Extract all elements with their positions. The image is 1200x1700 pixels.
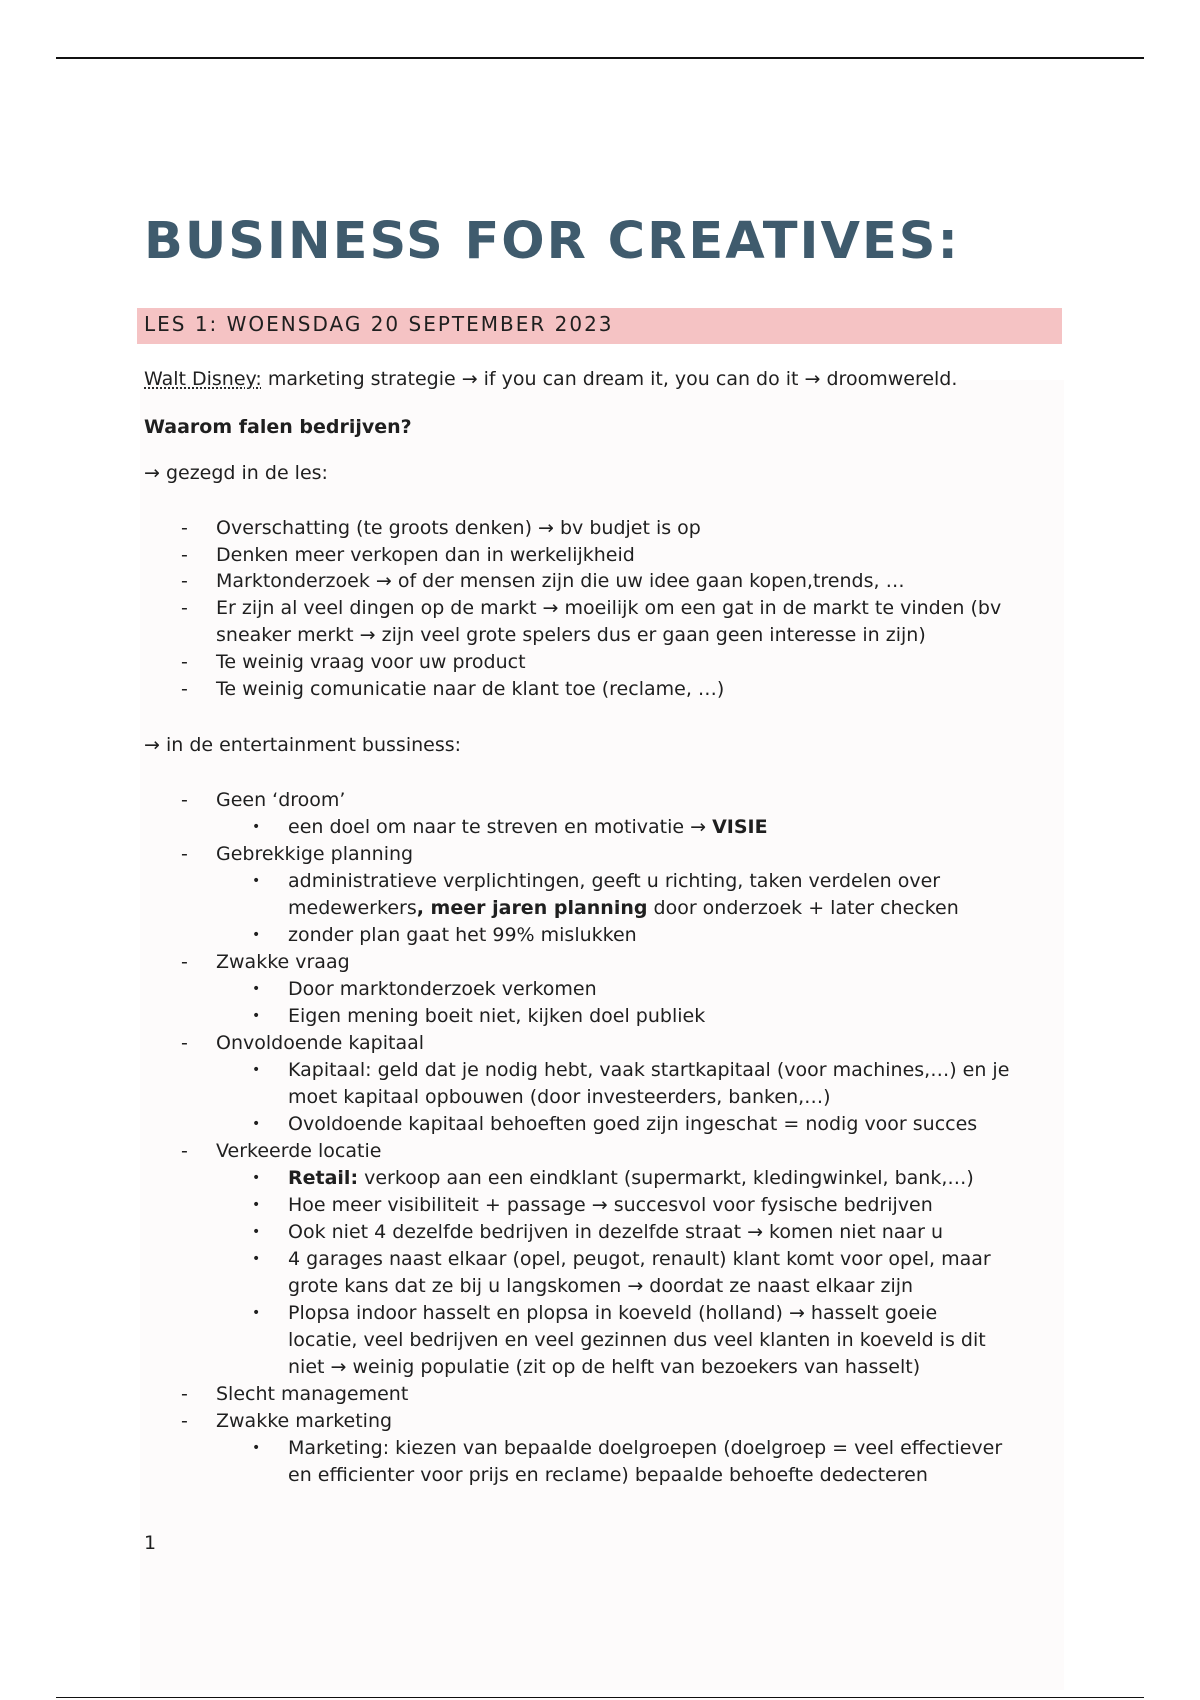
list-item: Te weinig vraag voor uw product <box>216 651 526 673</box>
list-item: Gebrekkige planning <box>216 843 414 865</box>
sub-item-continuation: grote kans dat ze bij u langskomen → doordat ze naast elkaar zijn <box>288 1275 914 1297</box>
list-dash: - <box>181 570 188 592</box>
sub-item-text: door onderzoek + later checken <box>647 897 959 919</box>
bullet-icon: • <box>252 1170 261 1186</box>
list-dash: - <box>181 789 188 811</box>
list-item: Verkeerde locatie <box>216 1140 382 1162</box>
bullet-icon: • <box>252 1440 261 1456</box>
list-dash: - <box>181 1140 188 1162</box>
sub-item-text: medewerkers <box>288 897 417 919</box>
bullet-icon: • <box>252 1305 261 1321</box>
sub-item <box>288 1165 974 1192</box>
top-rule <box>56 57 1144 59</box>
section1-label: → gezegd in de les: <box>144 462 328 484</box>
sub-item: administratieve verplichtingen, geeft u richting, taken verdelen over <box>288 870 941 892</box>
bullet-icon: • <box>252 819 261 835</box>
list-dash: - <box>181 843 188 865</box>
sub-item: 4 garages naast elkaar (opel, peugot, renault) klant komt voor opel, maar <box>288 1248 991 1270</box>
list-dash: - <box>181 1383 188 1405</box>
bullet-icon: • <box>252 1116 261 1132</box>
bullet-icon: • <box>252 1224 261 1240</box>
page-number: 1 <box>144 1532 157 1554</box>
bullet-icon: • <box>252 981 261 997</box>
lesson-heading: LES 1: WOENSDAG 20 SEPTEMBER 2023 <box>144 312 614 336</box>
list-dash: - <box>181 651 188 673</box>
sub-item-text: een doel om naar te streven en motivatie → <box>288 816 713 838</box>
sub-item-continuation: en efficienter voor prijs en reclame) bepaalde behoefte dedecteren <box>288 1464 928 1486</box>
intro-paragraph <box>144 366 957 393</box>
sub-item-continuation: locatie, veel bedrijven en veel gezinnen dus veel klanten in koeveld is dit <box>288 1329 986 1351</box>
sub-item: Eigen mening boeit niet, kijken doel publiek <box>288 1005 706 1027</box>
list-item: Marktonderzoek → of der mensen zijn die uw idee gaan kopen,trends, … <box>216 570 905 592</box>
sub-item: Kapitaal: geld dat je nodig hebt, vaak startkapitaal (voor machines,…) en je <box>288 1059 1010 1081</box>
sub-item: Marketing: kiezen van bepaalde doelgroepen (doelgroep = veel effectiever <box>288 1437 1003 1459</box>
bullet-icon: • <box>252 927 261 943</box>
list-item: Overschatting (te groots denken) → bv budjet is op <box>216 517 701 539</box>
list-item: Geen ‘droom’ <box>216 789 346 811</box>
list-dash: - <box>181 951 188 973</box>
list-item: Zwakke vraag <box>216 951 350 973</box>
list-dash: - <box>181 678 188 700</box>
intro-name: Walt Disney: <box>144 368 262 390</box>
bullet-icon: • <box>252 1008 261 1024</box>
sub-item-text: verkoop aan een eindklant (supermarkt, kledingwinkel, bank,…) <box>358 1167 974 1189</box>
sub-item-continuation: moet kapitaal opbouwen (door investeerders, banken,…) <box>288 1086 831 1108</box>
question-heading: Waarom falen bedrijven? <box>144 416 412 438</box>
bullet-icon: • <box>252 1197 261 1213</box>
list-dash: - <box>181 1032 188 1054</box>
list-dash: - <box>181 517 188 539</box>
sub-item: Plopsa indoor hasselt en plopsa in koeveld (holland) → hasselt goeie <box>288 1302 938 1324</box>
list-item: Zwakke marketing <box>216 1410 393 1432</box>
sub-item <box>288 814 768 841</box>
list-item-continuation: sneaker merkt → zijn veel grote spelers dus er gaan geen interesse in zijn) <box>216 624 926 646</box>
document-title: BUSINESS FOR CREATIVES: <box>144 212 960 271</box>
list-item: Onvoldoende kapitaal <box>216 1032 425 1054</box>
bullet-icon: • <box>252 873 261 889</box>
bullet-icon: • <box>252 1062 261 1078</box>
list-item: Te weinig comunicatie naar de klant toe (reclame, …) <box>216 678 725 700</box>
sub-item-continuation <box>288 895 959 922</box>
list-item: Denken meer verkopen dan in werkelijkheid <box>216 544 635 566</box>
list-dash: - <box>181 1410 188 1432</box>
list-dash: - <box>181 544 188 566</box>
list-item: Slecht management <box>216 1383 409 1405</box>
sub-item-continuation: niet → weinig populatie (zit op de helft van bezoekers van hasselt) <box>288 1356 921 1378</box>
sub-item: Hoe meer visibiliteit + passage → succesvol voor fysische bedrijven <box>288 1194 933 1216</box>
sub-item: zonder plan gaat het 99% mislukken <box>288 924 637 946</box>
sub-item-bold: , meer jaren planning <box>416 897 648 919</box>
list-dash: - <box>181 597 188 619</box>
sub-item-bold: Retail: <box>288 1167 359 1189</box>
bottom-rule <box>56 1697 1144 1698</box>
sub-item-bold: VISIE <box>712 816 768 838</box>
list-item: Er zijn al veel dingen op de markt → moeilijk om een gat in de markt te vinden (bv <box>216 597 1002 619</box>
bullet-icon: • <box>252 1251 261 1267</box>
sub-item: Ook niet 4 dezelfde bedrijven in dezelfde straat → komen niet naar u <box>288 1221 943 1243</box>
sub-item: Ovoldoende kapitaal behoeften goed zijn ingeschat = nodig voor succes <box>288 1113 978 1135</box>
intro-text: marketing strategie → if you can dream it, you can do it → droomwereld. <box>261 368 958 390</box>
sub-item: Door marktonderzoek verkomen <box>288 978 597 1000</box>
section2-label: → in de entertainment bussiness: <box>144 734 462 756</box>
